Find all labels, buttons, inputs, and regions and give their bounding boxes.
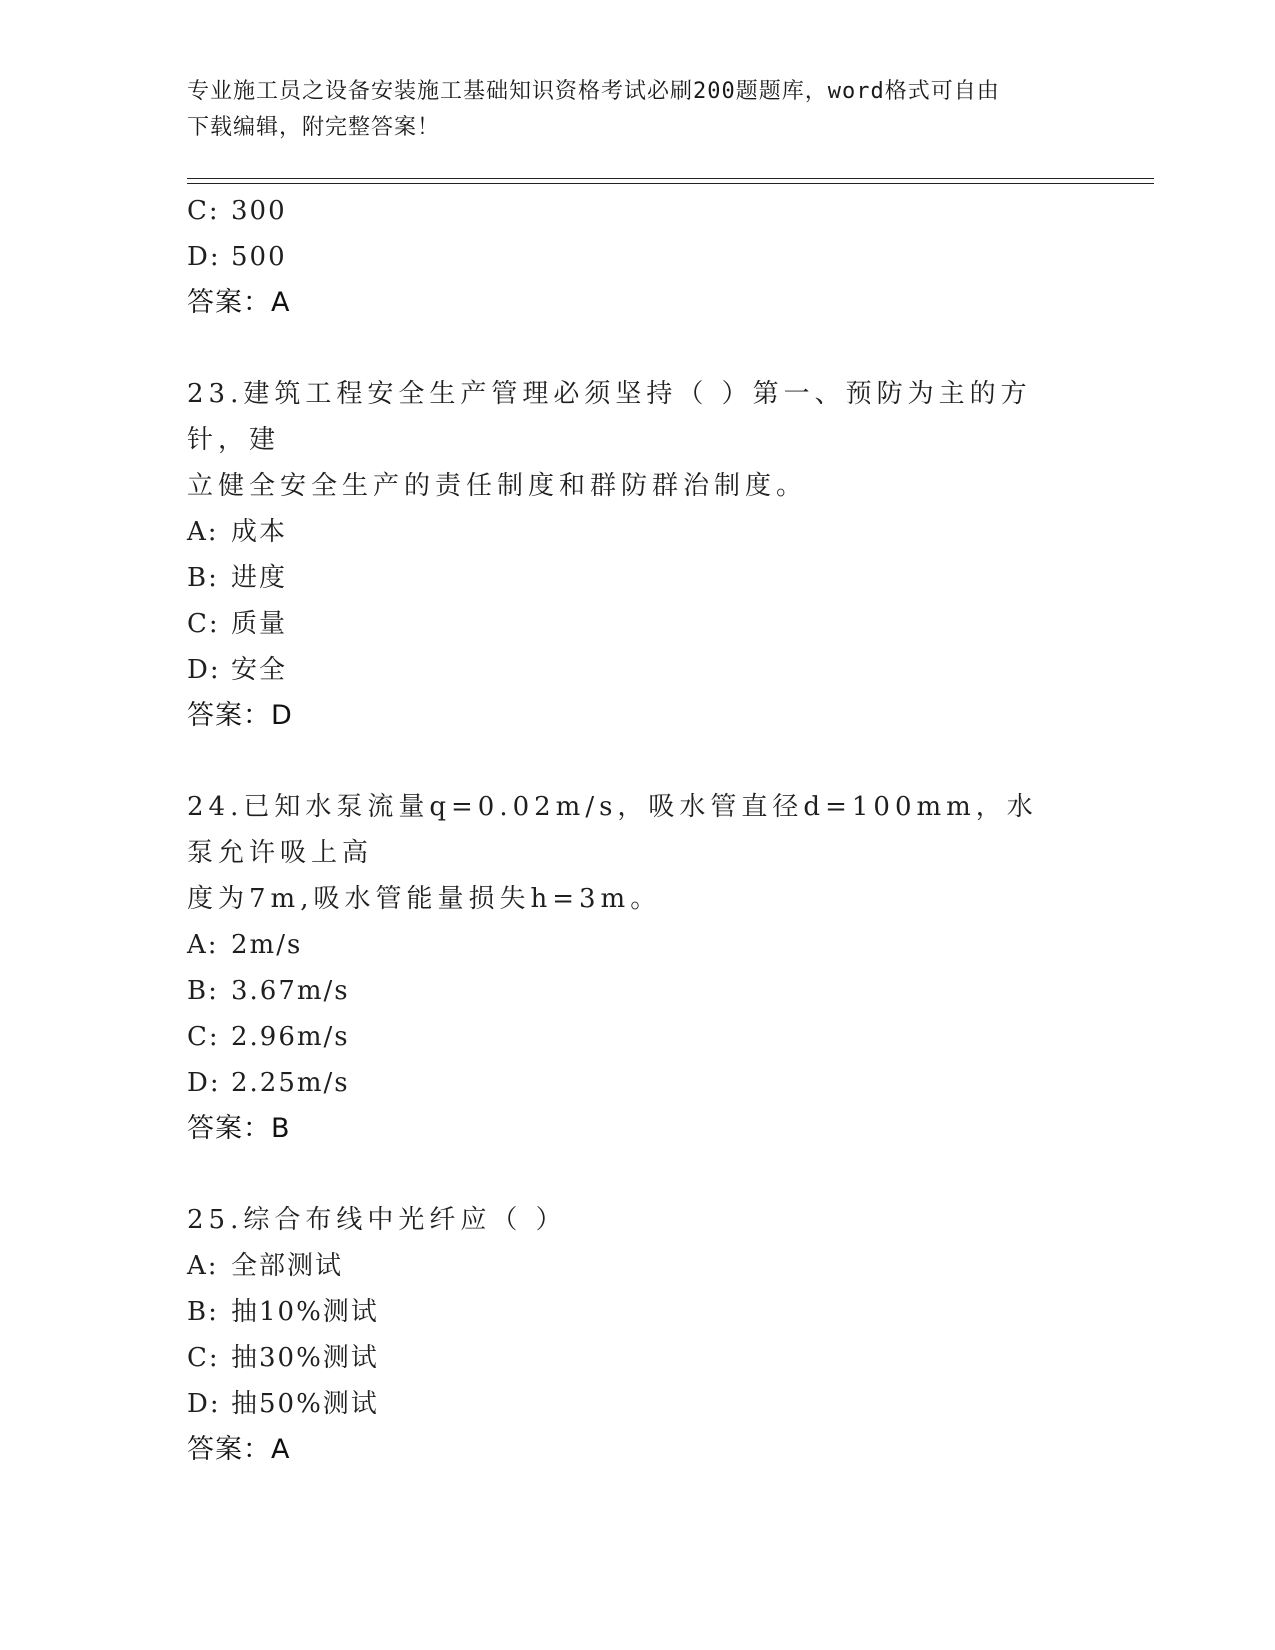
spacer [187, 739, 1067, 784]
option-key: C: [187, 196, 220, 226]
option-text: 成本 [231, 517, 288, 547]
spacer [187, 326, 1067, 371]
option-text: 质量 [231, 609, 288, 639]
option-key: C: [187, 1022, 220, 1052]
option-text: 300 [231, 196, 287, 226]
question-stem-line-2: 立健全安全生产的责任制度和群防群治制度。 [187, 471, 808, 501]
option-key: B: [187, 976, 219, 1006]
spacer [187, 1152, 1067, 1197]
option-b [187, 555, 1067, 601]
option-d [187, 1381, 1067, 1427]
option-c [187, 188, 1067, 234]
option-b [187, 968, 1067, 1014]
header-divider-bottom [187, 183, 1154, 184]
question-23 [187, 371, 1067, 739]
option-c [187, 1014, 1067, 1060]
option-a [187, 1243, 1067, 1289]
answer-line: 答案：A [187, 1434, 291, 1465]
option-text: 2.96m/s [231, 1022, 350, 1052]
option-d [187, 1060, 1067, 1106]
question-24 [187, 784, 1067, 1152]
option-text: 抽10%测试 [231, 1297, 379, 1327]
answer-line: 答案：B [187, 1113, 291, 1144]
header-title-line-1: 专业施工员之设备安装施工基础知识资格考试必刷200题题库，word格式可自由 [187, 79, 1000, 104]
answer-line: 答案：A [187, 287, 291, 318]
option-key: A: [187, 930, 219, 960]
question-stem-line-1: 23.建筑工程安全生产管理必须坚持（ ）第一、预防为主的方针，建 [187, 379, 1032, 455]
option-key: D: [187, 242, 221, 272]
option-text: 2m/s [231, 930, 303, 960]
option-c [187, 1335, 1067, 1381]
question-stem-line-1: 24.已知水泵流量q=0.02m/s，吸水管直径d=100mm，水泵允许吸上高 [187, 792, 1038, 868]
question-25 [187, 1197, 1067, 1473]
option-key: D: [187, 655, 221, 685]
option-key: C: [187, 1343, 220, 1373]
document-header [187, 74, 1067, 146]
question-stem-line-2: 度为7m,吸水管能量损失h=3m。 [187, 884, 662, 914]
option-text: 500 [231, 242, 287, 272]
header-divider-top [187, 178, 1154, 179]
option-key: D: [187, 1068, 221, 1098]
option-c [187, 601, 1067, 647]
header-title-line-2: 下载编辑，附完整答案！ [187, 115, 441, 140]
option-key: C: [187, 609, 220, 639]
option-key: B: [187, 563, 219, 593]
option-text: 抽50%测试 [231, 1389, 379, 1419]
option-text: 全部测试 [231, 1251, 344, 1281]
option-d [187, 234, 1067, 280]
question-22-continued [187, 188, 1067, 326]
question-stem-line-1: 25.综合布线中光纤应（ ） [187, 1205, 567, 1235]
option-key: A: [187, 1251, 219, 1281]
option-text: 抽30%测试 [231, 1343, 379, 1373]
option-text: 进度 [231, 563, 288, 593]
answer-line: 答案：D [187, 700, 293, 731]
document-body [187, 188, 1067, 1473]
option-b [187, 1289, 1067, 1335]
option-d [187, 647, 1067, 693]
option-key: A: [187, 517, 219, 547]
option-key: B: [187, 1297, 219, 1327]
option-text: 3.67m/s [231, 976, 350, 1006]
option-a [187, 922, 1067, 968]
option-text: 2.25m/s [231, 1068, 350, 1098]
option-a [187, 509, 1067, 555]
option-key: D: [187, 1389, 221, 1419]
option-text: 安全 [231, 655, 288, 685]
